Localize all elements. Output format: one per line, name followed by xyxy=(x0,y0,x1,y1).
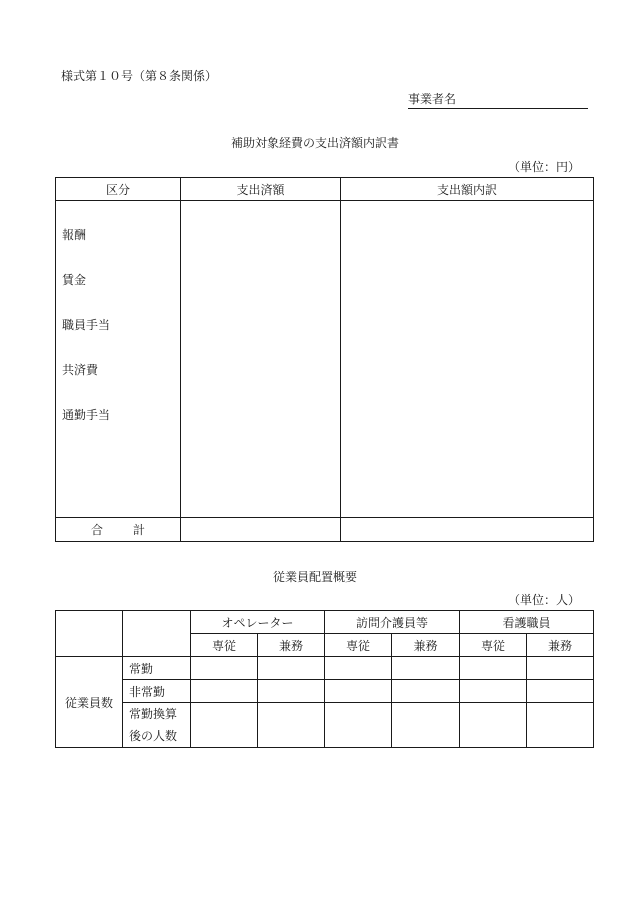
total-label: 合 計 xyxy=(56,518,181,542)
row-label-non-fulltime: 非常勤 xyxy=(123,680,191,703)
header-amount-breakdown: 支出額内訳 xyxy=(341,178,594,201)
amount-breakdown-cell[interactable] xyxy=(341,201,594,518)
total-amount-breakdown-cell[interactable] xyxy=(341,518,594,542)
input-cell[interactable] xyxy=(460,657,527,680)
category-item-staff-allowance: 職員手当 xyxy=(62,318,111,332)
input-cell[interactable] xyxy=(191,657,258,680)
input-cell[interactable] xyxy=(325,680,392,703)
corner-cell-2 xyxy=(123,611,191,657)
input-cell[interactable] xyxy=(392,680,460,703)
sub-fulltime-operator: 専従 xyxy=(191,634,258,657)
input-cell[interactable] xyxy=(460,703,527,748)
input-cell[interactable] xyxy=(325,703,392,748)
business-name-label: 事業者名 xyxy=(408,92,457,106)
staff-table-title: 従業員配置概要 xyxy=(272,570,357,584)
group-operator: オペレーター xyxy=(191,611,325,634)
corner-cell-1 xyxy=(56,611,123,657)
form-number: 様式第１０号（第８条関係） xyxy=(61,69,218,83)
sub-parttime-nursing: 兼務 xyxy=(527,634,594,657)
input-cell[interactable] xyxy=(527,703,594,748)
business-name-field[interactable] xyxy=(408,90,588,109)
expense-table-title: 補助対象経費の支出済額内訳書 xyxy=(230,136,399,150)
staff-unit-label: （単位：人） xyxy=(507,593,580,607)
input-cell[interactable] xyxy=(258,703,325,748)
staff-count-label: 従業員数 xyxy=(56,657,123,748)
category-item-remuneration: 報酬 xyxy=(62,228,87,242)
category-item-mutual-aid: 共済費 xyxy=(62,363,99,377)
category-list-cell xyxy=(56,201,181,518)
input-cell[interactable] xyxy=(392,703,460,748)
row-label-fte: 常勤換算 後の人数 xyxy=(123,703,191,748)
input-cell[interactable] xyxy=(392,657,460,680)
input-cell[interactable] xyxy=(191,680,258,703)
row-label-fulltime: 常勤 xyxy=(123,657,191,680)
input-cell[interactable] xyxy=(258,680,325,703)
header-amount-spent: 支出済額 xyxy=(181,178,341,201)
input-cell[interactable] xyxy=(527,680,594,703)
sub-fulltime-home-helper: 専従 xyxy=(325,634,392,657)
input-cell[interactable] xyxy=(325,657,392,680)
sub-parttime-operator: 兼務 xyxy=(258,634,325,657)
group-nursing-staff: 看護職員 xyxy=(460,611,594,634)
sub-fulltime-nursing: 専従 xyxy=(460,634,527,657)
input-cell[interactable] xyxy=(460,680,527,703)
staff-allocation-table xyxy=(55,610,594,748)
expense-breakdown-table xyxy=(55,177,594,542)
expense-unit-label: （単位：円） xyxy=(507,160,580,174)
sub-parttime-home-helper: 兼務 xyxy=(392,634,460,657)
input-cell[interactable] xyxy=(191,703,258,748)
input-cell[interactable] xyxy=(258,657,325,680)
header-category: 区分 xyxy=(56,178,181,201)
category-item-commute-allowance: 通勤手当 xyxy=(62,408,111,422)
category-item-wages: 賃金 xyxy=(62,273,87,287)
group-home-helper: 訪問介護員等 xyxy=(325,611,460,634)
total-amount-spent-cell[interactable] xyxy=(181,518,341,542)
input-cell[interactable] xyxy=(527,657,594,680)
amount-spent-cell[interactable] xyxy=(181,201,341,518)
